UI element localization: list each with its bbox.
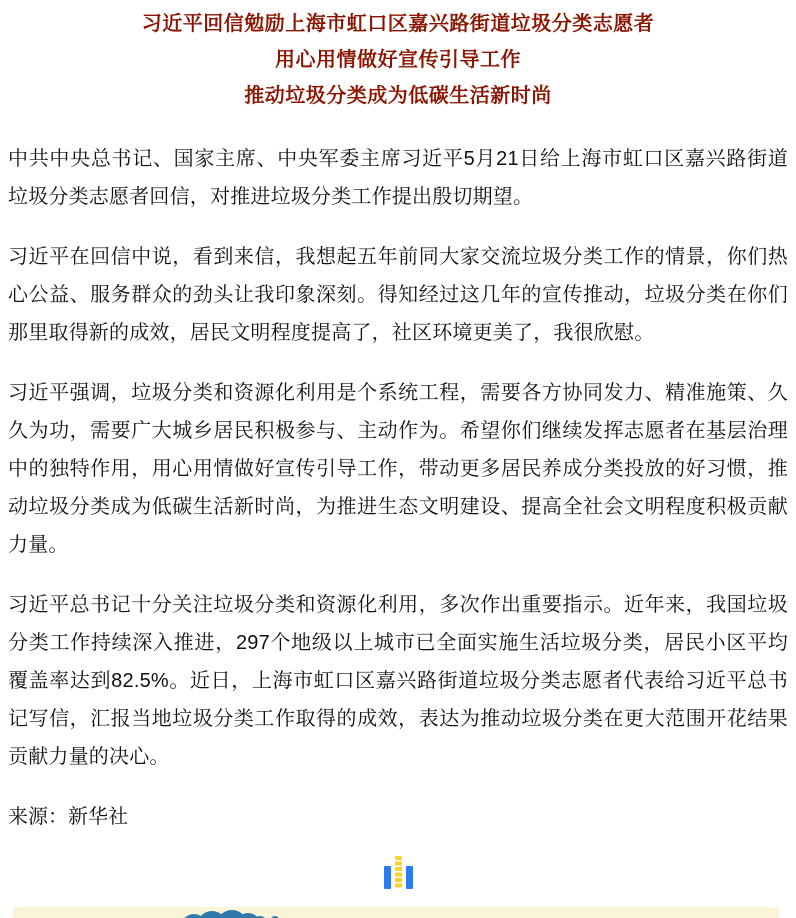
paragraph-2: 习近平在回信中说，看到来信，我想起五年前同大家交流垃圾分类工作的情景，你们热心公益、服务群众的劲头让我印象深刻。得知经过这几年的宣传推动，垃圾分类在你们那里取得新的成效，居民文明程度提高了，社区环境更美了，我很欣慰。 xyxy=(8,246,788,344)
loading-bar-left xyxy=(384,866,391,889)
article-title-line-2: 用心用情做好宣传引导工作 xyxy=(275,49,521,71)
article-title-line-1: 习近平回信勉励上海市虹口区嘉兴路街道垃圾分类志愿者 xyxy=(141,13,655,35)
article-illustration[interactable] xyxy=(13,907,779,918)
article-title-line-3: 推动垃圾分类成为低碳生活新时尚 xyxy=(244,85,552,107)
paragraph-1: 中共中央总书记、国家主席、中央军委主席习近平5月21日给上海市虹口区嘉兴路街道垃圾分类志愿者回信，对推进垃圾分类工作提出殷切期望。 xyxy=(8,148,788,208)
loading-bars-icon xyxy=(8,856,788,889)
article-title xyxy=(0,0,796,114)
source-label: 来源：新华社 xyxy=(8,806,128,828)
article-body xyxy=(0,140,796,889)
paragraph-4: 习近平总书记十分关注垃圾分类和资源化利用，多次作出重要指示。近年来，我国垃圾分类工作持续深入推进，297个地级以上城市已全面实施生活垃圾分类，居民小区平均覆盖率达到82.5%。近日，上海市虹口区嘉兴路街道垃圾分类志愿者代表给习近平总书记写信，汇报当地垃圾分类工作取得的成效，表达为推动垃圾分类在更大范围开花结果贡献力量的决心。 xyxy=(8,594,788,768)
loading-bar-middle xyxy=(395,856,402,889)
paragraph-3: 习近平强调，垃圾分类和资源化利用是个系统工程，需要各方协同发力、精准施策、久久为功，需要广大城乡居民积极参与、主动作为。希望你们继续发挥志愿者在基层治理中的独特作用，用心用情做好宣传引导工作，带动更多居民养成分类投放的好习惯，推动垃圾分类成为低碳生活新时尚，为推进生态文明建设、提高全社会文明程度积极贡献力量。 xyxy=(8,382,788,556)
loading-bar-right xyxy=(406,866,413,889)
